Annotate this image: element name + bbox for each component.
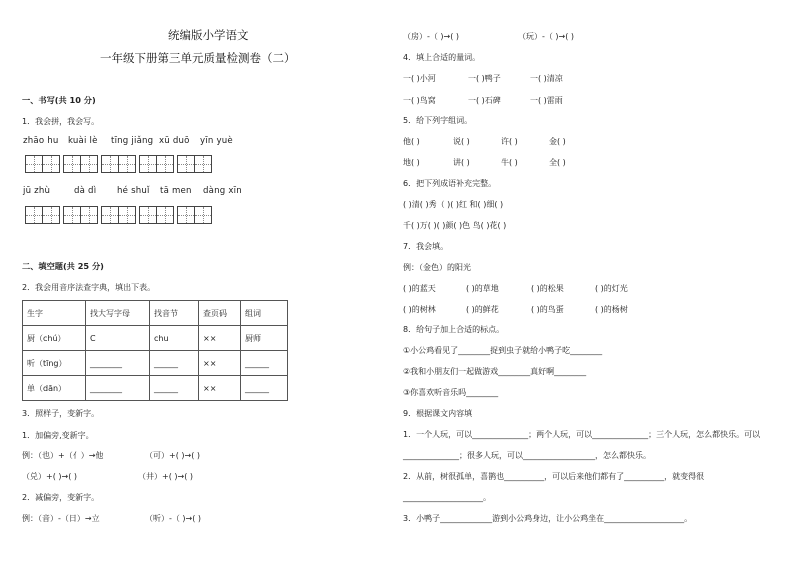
writing-cell-pair[interactable]: [101, 206, 135, 224]
example-add-radical: 例：（也）+（亻）→他: [22, 451, 104, 460]
table-header: 找音节: [150, 301, 199, 326]
section-2-title: 二、填空题(共 25 分): [22, 261, 104, 271]
table-header-row: [23, 301, 288, 326]
question-1: 1．我会拼，我会写。: [22, 117, 100, 126]
reading-fill[interactable]: ______________；很多人玩，可以__________________，怎么都快乐。: [403, 451, 651, 460]
table-cell[interactable]: ______: [150, 351, 199, 376]
table-cell: chu: [150, 326, 199, 351]
reading-fill[interactable]: 3．小鸭子_____________游到小公鸡身边，让小公鸡坐在____________________。: [403, 514, 693, 523]
question-2: 2．我会用音序法查字典，填出下表。: [22, 283, 156, 292]
pinyin-8: hé shuǐ: [117, 186, 150, 196]
writing-cell-pair[interactable]: [101, 155, 135, 173]
reading-fill[interactable]: 1．一个人玩，可以______________；两个人玩，可以______________；三个人玩，怎么都快乐。可以: [403, 430, 761, 439]
table-cell: 听（tīng）: [23, 351, 86, 376]
word-blank[interactable]: 地( ): [403, 158, 420, 167]
writing-cell-pair[interactable]: [177, 206, 211, 224]
remove-radical-blank[interactable]: （房）-（ )→( ): [403, 32, 460, 41]
add-radical-blank[interactable]: （兑）+( )→( ): [22, 472, 77, 481]
example-fill: 例：（金色）的阳光: [403, 263, 471, 272]
word-blank[interactable]: 许( ): [501, 137, 518, 146]
adjective-blank[interactable]: ( )的杨树: [595, 305, 628, 314]
measure-word-blank[interactable]: 一( )清凉: [530, 74, 563, 83]
pinyin-2: kuài lè: [68, 136, 98, 146]
writing-cell-pair[interactable]: [63, 206, 97, 224]
writing-cell-pair[interactable]: [63, 155, 97, 173]
measure-word-blank[interactable]: 一( )石碑: [468, 96, 501, 105]
measure-word-blank[interactable]: 一( )雷雨: [530, 96, 563, 105]
measure-word-blank[interactable]: 一( )鸟窝: [403, 96, 436, 105]
punctuation-sentence[interactable]: ③你喜欢听音乐吗________: [403, 388, 499, 397]
word-blank[interactable]: 说( ): [453, 137, 470, 146]
word-blank[interactable]: 他( ): [403, 137, 420, 146]
word-blank[interactable]: 牛( ): [501, 158, 518, 167]
adjective-blank[interactable]: ( )的鸟蛋: [531, 305, 564, 314]
idiom-row[interactable]: ( )清( )秀（ )( )红 和( )细( ): [403, 200, 504, 209]
word-blank[interactable]: 金( ): [549, 137, 566, 146]
remove-radical-blank[interactable]: （听）-（ )→( ): [145, 514, 202, 523]
writing-cell-pair[interactable]: [25, 155, 59, 173]
question-5: 5．给下列字组词。: [403, 116, 473, 125]
table-cell: C: [86, 326, 150, 351]
table-cell[interactable]: ______: [241, 376, 288, 401]
pinyin-3: tīng jiǎng: [111, 136, 154, 146]
writing-cell-pair[interactable]: [139, 206, 173, 224]
table-row: [23, 376, 288, 401]
table-cell: ××: [199, 351, 241, 376]
pinyin-5: yīn yuè: [200, 136, 233, 146]
word-blank[interactable]: 全( ): [549, 158, 566, 167]
question-3-part-2: 2．减偏旁，变新字。: [22, 493, 100, 502]
table-cell: 单（dān）: [23, 376, 86, 401]
pinyin-6: jū zhù: [23, 186, 51, 196]
pinyin-9: tā men: [160, 186, 192, 196]
adjective-blank[interactable]: ( )的树林: [403, 305, 436, 314]
table-header: 找大写字母: [86, 301, 150, 326]
word-blank[interactable]: 讲( ): [453, 158, 470, 167]
add-radical-blank[interactable]: （可）+( )→( ): [145, 451, 200, 460]
adjective-blank[interactable]: ( )的松果: [531, 284, 564, 293]
dictionary-table: [22, 300, 288, 401]
adjective-blank[interactable]: ( )的草地: [466, 284, 499, 293]
measure-word-blank[interactable]: 一( )鸭子: [468, 74, 501, 83]
idiom-row[interactable]: 千( )万( )( )颜( )色 鸟( )花( ): [403, 221, 507, 230]
pinyin-4: xū duō: [159, 136, 190, 146]
pinyin-1: zhāo hu: [23, 136, 59, 146]
table-cell[interactable]: ______: [241, 351, 288, 376]
question-9: 9．根据课文内容填: [403, 409, 473, 418]
question-8: 8．给句子加上合适的标点。: [403, 325, 505, 334]
table-cell[interactable]: ________: [86, 351, 150, 376]
add-radical-blank[interactable]: （井）+( )→( ): [138, 472, 193, 481]
table-cell[interactable]: ______: [150, 376, 199, 401]
remove-radical-blank[interactable]: （玩）-（ )→( ): [518, 32, 575, 41]
table-header: 查页码: [199, 301, 241, 326]
question-3: 3．照样子，变新字。: [22, 409, 100, 418]
table-row: [23, 351, 288, 376]
table-header: 生字: [23, 301, 86, 326]
punctuation-sentence[interactable]: ①小公鸡看见了________捉到虫子就给小鸭子吃________: [403, 346, 603, 355]
writing-cell-pair[interactable]: [139, 155, 173, 173]
question-3-part-1: 1．加偏旁,变新字。: [22, 431, 94, 440]
writing-grid-row-1: [25, 155, 211, 173]
question-6: 6．把下列成语补充完整。: [403, 179, 497, 188]
section-1-title: 一、书写(共 10 分): [22, 95, 96, 105]
measure-word-blank[interactable]: 一( )小河: [403, 74, 436, 83]
table-cell[interactable]: ________: [86, 376, 150, 401]
writing-cell-pair[interactable]: [25, 206, 59, 224]
punctuation-sentence[interactable]: ②我和小朋友们一起做游戏________真好啊________: [403, 367, 587, 376]
table-cell: 厨师: [241, 326, 288, 351]
reading-fill[interactable]: 2．从前，树很孤单，喜鹊也__________，可以后来他们都有了__________，就变得很: [403, 472, 705, 481]
example-remove-radical: 例：（音）-（日）→立: [22, 514, 100, 523]
table-row: [23, 326, 288, 351]
writing-grid-row-2: [25, 206, 211, 224]
question-7: 7．我会填。: [403, 242, 449, 251]
question-4: 4．填上合适的量词。: [403, 53, 481, 62]
writing-cell-pair[interactable]: [177, 155, 211, 173]
table-cell: ××: [199, 376, 241, 401]
pinyin-7: dà dì: [74, 186, 97, 196]
adjective-blank[interactable]: ( )的蓝天: [403, 284, 436, 293]
reading-fill[interactable]: ____________________。: [403, 493, 491, 502]
adjective-blank[interactable]: ( )的灯光: [595, 284, 628, 293]
adjective-blank[interactable]: ( )的鲜花: [466, 305, 499, 314]
table-header: 组词: [241, 301, 288, 326]
pinyin-10: dàng xīn: [203, 186, 242, 196]
page-title: 统编版小学语文: [168, 28, 249, 42]
table-cell: ××: [199, 326, 241, 351]
page-subtitle: 一年级下册第三单元质量检测卷（二）: [100, 51, 296, 65]
table-cell: 厨（chú）: [23, 326, 86, 351]
